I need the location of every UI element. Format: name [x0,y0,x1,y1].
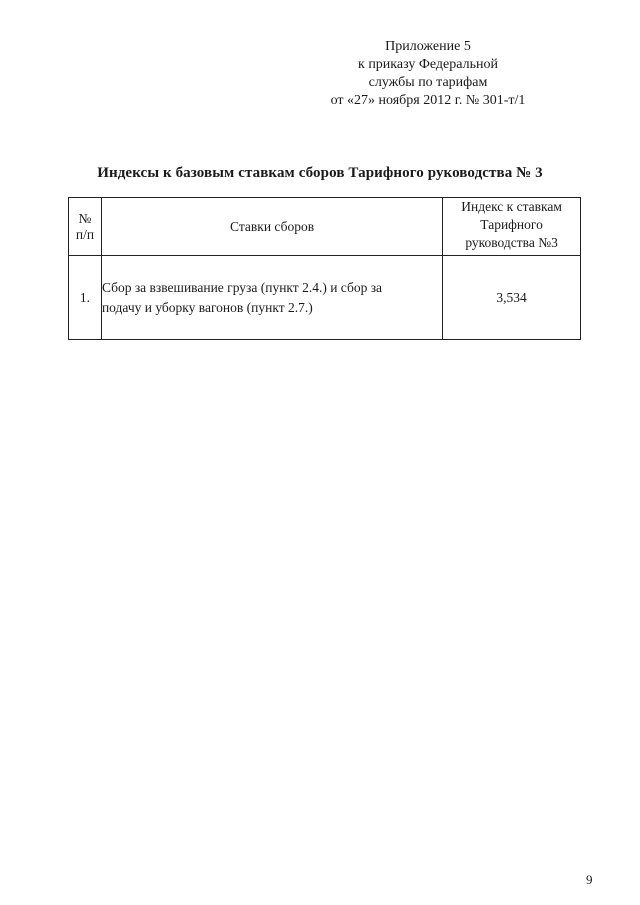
header-line: к приказу Федеральной [358,57,498,72]
document-title: Индексы к базовым ставкам сборов Тарифного руководства № 3 [97,165,543,181]
table-row [69,256,581,340]
header-number-label: п/п [75,226,95,242]
header-cell-index [443,198,581,256]
header-line: Приложение 5 [385,39,471,54]
rates-index-table [68,197,581,340]
header-index-line: руководства №3 [465,235,558,250]
row-index-cell [443,256,581,340]
appendix-header [308,38,548,110]
row-number: 1. [79,289,91,305]
row-index-value: 3,534 [496,289,527,305]
header-index-line: Тарифного [480,217,543,232]
row-rate-name-cell [101,256,442,340]
header-rates-label: Ставки сборов [230,218,315,234]
row-rate-name-line: Сбор за взвешивание груза (пункт 2.4.) и сбор за [101,279,383,295]
row-number-cell [69,256,102,340]
header-index-line: Индекс к ставкам [461,199,562,214]
header-number-symbol: № [78,210,92,226]
header-line: от «27» ноября 2012 г. № 301-т/1 [330,93,526,108]
page-number: 9 [586,872,593,887]
header-line: службы по тарифам [368,75,488,90]
header-cell-number [69,198,102,256]
row-rate-name-line: подачу и уборку вагонов (пункт 2.7.) [101,299,313,315]
table-header-row [69,198,581,256]
header-cell-rates [101,198,442,256]
